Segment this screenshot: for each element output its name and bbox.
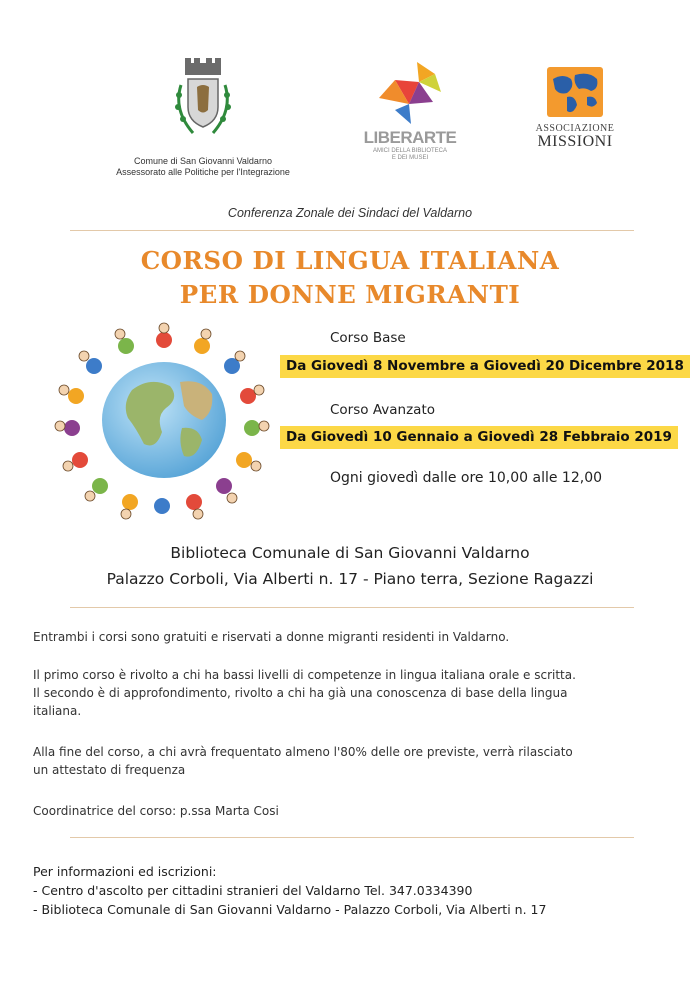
divider <box>70 837 634 838</box>
coat-of-arms-icon <box>163 55 243 150</box>
info-item-1: - Centro d'ascolto per cittadini stranieri del Valdarno Tel. 347.0334390 <box>33 883 473 898</box>
paragraph-3-line-2: un attestato di frequenza <box>33 763 186 777</box>
liberarte-sub-2: E DEI MUSEI <box>391 155 429 161</box>
coordinator-line: Coordinatrice del corso: p.ssa Marta Cosi <box>33 804 279 818</box>
advanced-course-label: Corso Avanzato <box>330 402 435 418</box>
liberarte-logo <box>360 60 460 162</box>
base-course-dates: Da Giovedì 8 Novembre a Giovedì 20 Dicembre 2018 <box>280 355 690 378</box>
paragraph-2-line-1: Il primo corso è rivolto a chi ha bassi livelli di competenze in lingua italiana orale e scritta. <box>33 668 576 682</box>
location-line-1: Biblioteca Comunale di San Giovanni Valdarno <box>170 544 530 562</box>
title-line-2: PER DONNE MIGRANTI <box>179 280 521 309</box>
schedule-text: Ogni giovedì dalle ore 10,00 alle 12,00 <box>330 470 603 486</box>
info-item-2: - Biblioteca Comunale di San Giovanni Valdarno - Palazzo Corboli, Via Alberti n. 17 <box>33 902 547 917</box>
globe-children-illustration <box>52 320 277 520</box>
missioni-line-2: MISSIONI <box>537 133 613 150</box>
world-map-icon <box>545 65 605 119</box>
advanced-course-dates: Da Giovedì 10 Gennaio a Giovedì 28 Febbraio 2019 <box>280 426 678 449</box>
paragraph-3-line-1: Alla fine del corso, a chi avrà frequentato almeno l'80% delle ore previste, verrà rilasciato <box>33 745 573 759</box>
base-course-label: Corso Base <box>330 330 406 346</box>
liberarte-sub-1: AMICI DELLA BIBLIOTECA <box>372 148 448 154</box>
divider <box>70 230 634 231</box>
comune-caption-1: Comune di San Giovanni Valdarno <box>134 156 272 166</box>
title-line-1: CORSO DI LINGUA ITALIANA <box>140 246 560 275</box>
info-heading: Per informazioni ed iscrizioni: <box>33 864 217 879</box>
conference-line: Conferenza Zonale dei Sindaci del Valdarno <box>227 206 473 220</box>
missioni-line-1: ASSOCIAZIONE <box>535 123 615 134</box>
liberarte-kite-icon <box>375 60 445 126</box>
paragraph-2-line-3: italiana. <box>33 704 82 718</box>
comune-caption-2: Assessorato alle Politiche per l'Integrazione <box>116 167 290 177</box>
comune-logo <box>108 55 298 178</box>
location-line-2: Palazzo Corboli, Via Alberti n. 17 - Piano terra, Sezione Ragazzi <box>106 570 594 588</box>
liberarte-wordmark: LIBERARTE <box>363 128 457 147</box>
divider <box>70 607 634 608</box>
paragraph-1: Entrambi i corsi sono gratuiti e riservati a donne migranti residenti in Valdarno. <box>33 630 510 644</box>
paragraph-2-line-2: Il secondo è di approfondimento, rivolto a chi ha già una conoscenza di base della lingua <box>33 686 568 700</box>
missioni-logo <box>525 65 625 150</box>
